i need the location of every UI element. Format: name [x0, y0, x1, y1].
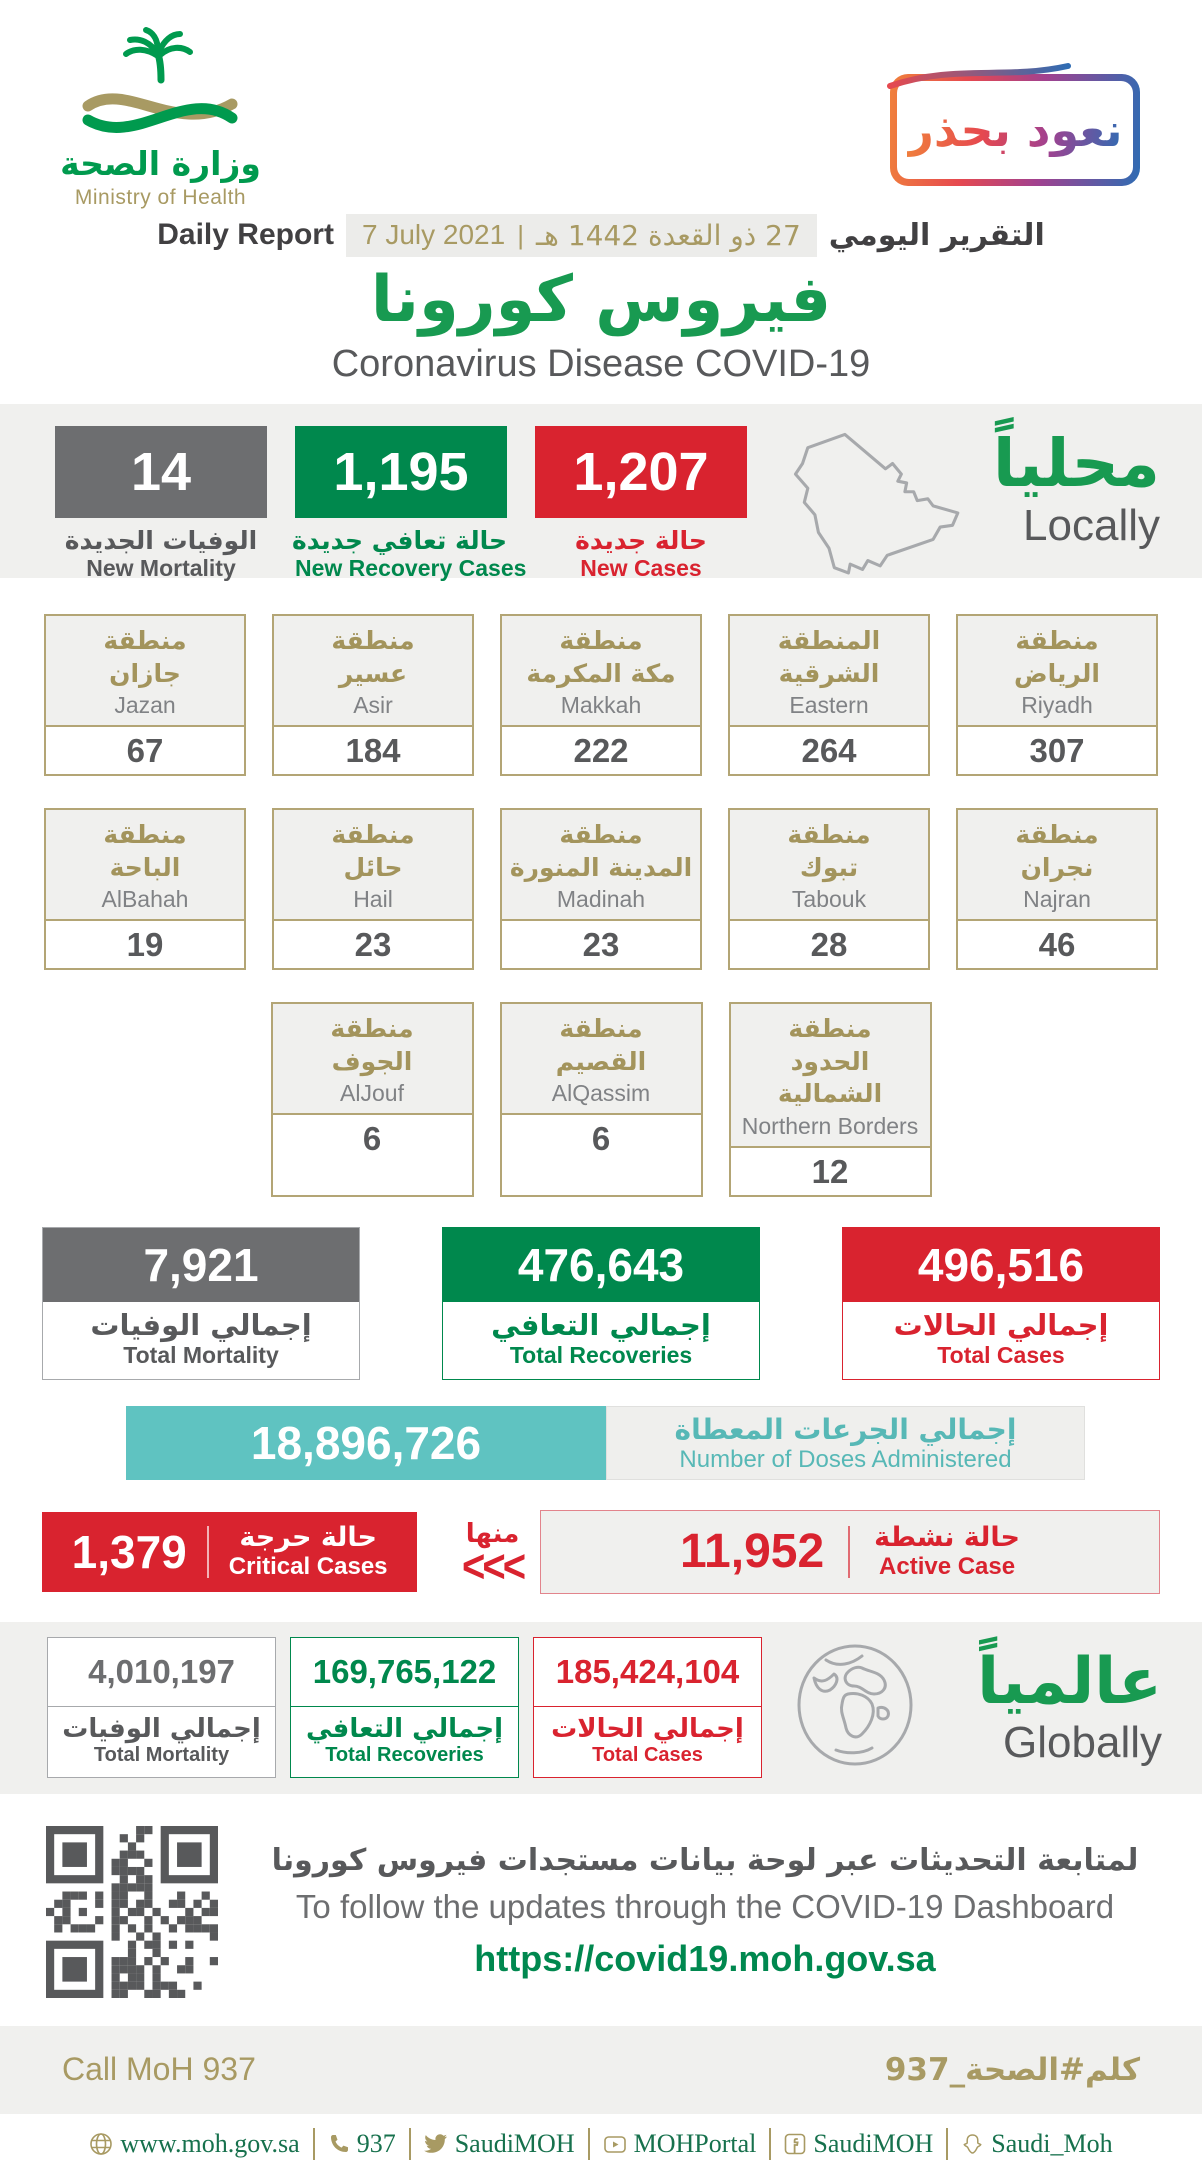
region-new-cases-value: 67 — [126, 732, 164, 769]
global-recoveries-box — [290, 1637, 519, 1778]
global-mortality-label-ar: إجمالي الوفيات — [62, 1714, 261, 1744]
footer-snapchat[interactable]: Saudi_Moh — [961, 2129, 1112, 2159]
total-mortality-label-en: Total Mortality — [123, 1341, 279, 1368]
dashboard-url-link[interactable]: https://covid19.moh.gov.sa — [474, 1938, 936, 1979]
doses-value: 18,896,726 — [126, 1406, 606, 1480]
region-name-english: Eastern — [789, 692, 869, 718]
saudi-map-icon — [779, 430, 969, 585]
region-name-english: Asir — [353, 692, 393, 718]
facebook-icon — [784, 2133, 806, 2155]
ministry-name-arabic: وزارة الصحة — [60, 144, 261, 183]
locally-heading-en: Locally — [1023, 500, 1160, 550]
region-card-jazan — [44, 614, 246, 776]
total-cases-label-ar: إجمالي الحالات — [893, 1307, 1109, 1342]
date-separator: | — [517, 219, 524, 250]
active-cases-label-ar: حالة نشطة — [874, 1522, 1020, 1553]
total-mortality-value: 7,921 — [43, 1228, 359, 1302]
region-card-eastern — [728, 614, 930, 776]
region-new-cases-value: 264 — [801, 732, 857, 769]
doses-label — [606, 1406, 1085, 1480]
region-name-arabic: منطقة نجران — [1015, 820, 1099, 882]
badge-swoosh-icon — [884, 60, 1074, 90]
footer-facebook[interactable]: SaudiMOH — [784, 2129, 933, 2159]
global-cases-label-en: Total Cases — [592, 1744, 703, 1766]
region-card-albahah — [44, 808, 246, 970]
badge-label: نعود بحذر — [907, 103, 1123, 157]
region-row-2 — [0, 808, 1202, 970]
new-cases-value: 1,207 — [535, 426, 747, 518]
of-which-label: منها — [465, 1518, 520, 1549]
date-chip — [346, 214, 817, 257]
region-name-english: Makkah — [560, 692, 642, 718]
call-band — [0, 2026, 1202, 2114]
doses-label-en: Number of Doses Administered — [679, 1445, 1012, 1473]
region-name-english: AlQassim — [551, 1080, 651, 1106]
moh-logo-icon — [66, 28, 256, 146]
new-mortality-value: 14 — [55, 426, 267, 518]
daily-report-label-en: Daily Report — [157, 218, 334, 251]
footer-separator — [769, 2128, 771, 2160]
divider — [848, 1526, 850, 1578]
region-card-riyadh — [956, 614, 1158, 776]
region-new-cases-value: 307 — [1029, 732, 1085, 769]
critical-cases-box — [42, 1512, 417, 1592]
region-name-english: Hail — [353, 886, 393, 912]
moh-logo — [48, 28, 273, 210]
region-name-arabic: منطقة جازان — [103, 626, 187, 688]
locally-heading — [992, 425, 1160, 551]
footer-phone[interactable]: 937 — [328, 2129, 396, 2159]
gregorian-date: 7 July 2021 — [361, 219, 506, 250]
region-card-madinah — [500, 808, 702, 970]
footer-separator — [946, 2128, 948, 2160]
globally-heading — [977, 1647, 1162, 1767]
footer-separator — [588, 2128, 590, 2160]
footer — [0, 2114, 1202, 2174]
hijri-date: 27 ذو القعدة 1442 هـ — [535, 218, 801, 252]
region-card-tabouk — [728, 808, 930, 970]
globally-heading-ar: عالمياً — [977, 1645, 1162, 1720]
region-name-english: AlBahah — [101, 886, 189, 912]
critical-active-row — [0, 1510, 1202, 1594]
critical-cases-label-ar: حالة حرجة — [239, 1522, 377, 1553]
region-name-arabic: منطقة تبوك — [787, 820, 871, 882]
new-recoveries-label-ar: حالة تعافي جديدة — [292, 526, 507, 555]
total-mortality-box — [42, 1227, 360, 1380]
new-recoveries-value: 1,195 — [295, 426, 507, 518]
active-cases-box — [540, 1510, 1160, 1594]
region-row-1 — [0, 614, 1202, 776]
global-cases-box — [533, 1637, 762, 1778]
global-recoveries-value: 169,765,122 — [312, 1653, 497, 1690]
new-recoveries-label-en: New Recovery Cases — [295, 555, 527, 581]
call-moh-hashtag-ar: كلم#الصحة_937 — [884, 2051, 1140, 2088]
doses-label-ar: إجمالي الجرعات المعطاة — [674, 1412, 1017, 1446]
total-cases-box — [842, 1227, 1160, 1380]
footer-separator — [409, 2128, 411, 2160]
return-with-caution-badge — [890, 74, 1140, 186]
critical-cases-label-en: Critical Cases — [228, 1553, 388, 1580]
date-row — [0, 212, 1202, 258]
footer-twitter[interactable]: SaudiMOH — [424, 2129, 575, 2159]
total-recoveries-box — [442, 1227, 760, 1380]
global-recoveries-label-en: Total Recoveries — [325, 1744, 484, 1766]
chevrons-left-icon: <<< — [462, 1541, 524, 1592]
region-new-cases-value: 23 — [354, 926, 392, 963]
region-name-english: Najran — [1023, 886, 1091, 912]
region-name-english: Riyadh — [1021, 692, 1093, 718]
total-mortality-label-ar: إجمالي الوفيات — [90, 1307, 312, 1342]
footer-youtube[interactable]: MOHPortal — [603, 2129, 757, 2159]
globe-icon — [792, 1642, 918, 1773]
region-card-asir — [272, 614, 474, 776]
global-cases-value: 185,424,104 — [555, 1653, 740, 1690]
region-new-cases-value: 19 — [126, 926, 164, 963]
divider — [207, 1526, 209, 1578]
region-name-english: Madinah — [556, 886, 646, 912]
region-name-arabic: المنطقة الشرقية — [777, 626, 881, 688]
globe-icon — [89, 2132, 113, 2156]
region-new-cases-value: 46 — [1038, 926, 1076, 963]
of-which-indicator — [445, 1518, 540, 1592]
region-name-arabic: منطقة عسير — [331, 626, 415, 688]
total-recoveries-value: 476,643 — [443, 1228, 759, 1302]
region-card-najran — [956, 808, 1158, 970]
total-recoveries-label-ar: إجمالي التعافي — [491, 1307, 711, 1342]
global-mortality-value: 4,010,197 — [88, 1653, 235, 1690]
snapchat-icon — [961, 2133, 984, 2155]
page-title-arabic: فيروس كورونا — [370, 263, 832, 337]
region-name-english: Jazan — [114, 692, 176, 718]
active-cases-value: 11,952 — [679, 1525, 825, 1578]
totals-row — [0, 1227, 1202, 1380]
region-card-hail — [272, 808, 474, 970]
region-name-arabic: منطقة الجوف — [330, 1014, 414, 1076]
region-new-cases-value: 12 — [811, 1152, 849, 1190]
region-row-3 — [0, 1002, 1202, 1197]
footer-website-link[interactable]: www.moh.gov.sa — [89, 2129, 299, 2159]
new-mortality-stat — [55, 426, 267, 582]
globally-heading-en: Globally — [1003, 1717, 1162, 1767]
region-new-cases-value: 6 — [591, 1120, 611, 1157]
new-cases-stat — [535, 426, 747, 582]
locally-section — [0, 404, 1202, 581]
global-mortality-box — [47, 1637, 276, 1778]
region-name-arabic: منطقة الرياض — [1014, 626, 1100, 688]
daily-report-label-ar: التقرير اليومي — [828, 217, 1045, 253]
youtube-icon — [603, 2133, 627, 2155]
region-name-arabic: منطقة حائل — [331, 820, 415, 882]
new-recoveries-stat — [292, 426, 527, 582]
doses-bar — [126, 1406, 1085, 1480]
region-name-arabic: منطقة القصيم — [555, 1014, 647, 1076]
new-cases-label-ar: حالة جديدة — [575, 526, 707, 555]
dashboard-line-ar: لمتابعة التحديثات عبر لوحة بيانات مستجدات فيروس كورونا — [271, 1843, 1139, 1878]
new-mortality-label-en: New Mortality — [86, 555, 236, 581]
active-cases-label-en: Active Case — [879, 1553, 1016, 1580]
global-recoveries-label-ar: إجمالي التعافي — [305, 1714, 504, 1744]
critical-cases-value: 1,379 — [71, 1525, 187, 1578]
new-mortality-label-ar: الوفيات الجديدة — [64, 526, 258, 555]
qr-code — [46, 1826, 218, 1998]
total-cases-value: 496,516 — [843, 1228, 1159, 1302]
global-mortality-label-en: Total Mortality — [93, 1744, 230, 1766]
locally-heading-ar: محلياً — [992, 425, 1160, 502]
region-name-arabic: منطقة الحدود الشمالية — [777, 1014, 883, 1108]
region-name-arabic: منطقة الباحة — [103, 820, 187, 882]
page-title-english: Coronavirus Disease COVID-19 — [331, 343, 871, 385]
phone-icon — [328, 2133, 350, 2155]
region-name-english: Tabouk — [791, 886, 867, 912]
region-card-northern-borders — [729, 1002, 932, 1197]
dashboard-line-en: To follow the updates through the COVID-19 Dashboard — [295, 1888, 1115, 1925]
footer-separator — [313, 2128, 315, 2160]
region-name-english: Northern Borders — [741, 1112, 919, 1139]
region-name-arabic: منطقة مكة المكرمة — [526, 626, 676, 688]
region-name-arabic: منطقة المدينة المنورة — [509, 820, 693, 882]
region-new-cases-value: 23 — [582, 926, 620, 963]
dashboard-section — [0, 1820, 1202, 2004]
region-name-english: AlJouf — [340, 1080, 404, 1106]
region-card-aljouf — [271, 1002, 474, 1197]
ministry-name-english: Ministry of Health — [74, 186, 247, 210]
total-cases-label-en: Total Cases — [937, 1341, 1065, 1368]
global-cases-label-ar: إجمالي الحالات — [551, 1714, 744, 1744]
total-recoveries-label-en: Total Recoveries — [509, 1341, 693, 1368]
region-card-alqassim — [500, 1002, 703, 1197]
call-moh-label-en: Call MoH 937 — [62, 2051, 256, 2087]
globally-section — [0, 1622, 1202, 1794]
twitter-icon — [424, 2133, 448, 2155]
region-new-cases-value: 6 — [362, 1120, 382, 1157]
region-card-makkah — [500, 614, 702, 776]
new-cases-label-en: New Cases — [580, 555, 702, 581]
region-new-cases-value: 184 — [345, 732, 401, 769]
region-new-cases-value: 222 — [573, 732, 629, 769]
header — [0, 0, 1202, 212]
region-new-cases-value: 28 — [810, 926, 848, 963]
